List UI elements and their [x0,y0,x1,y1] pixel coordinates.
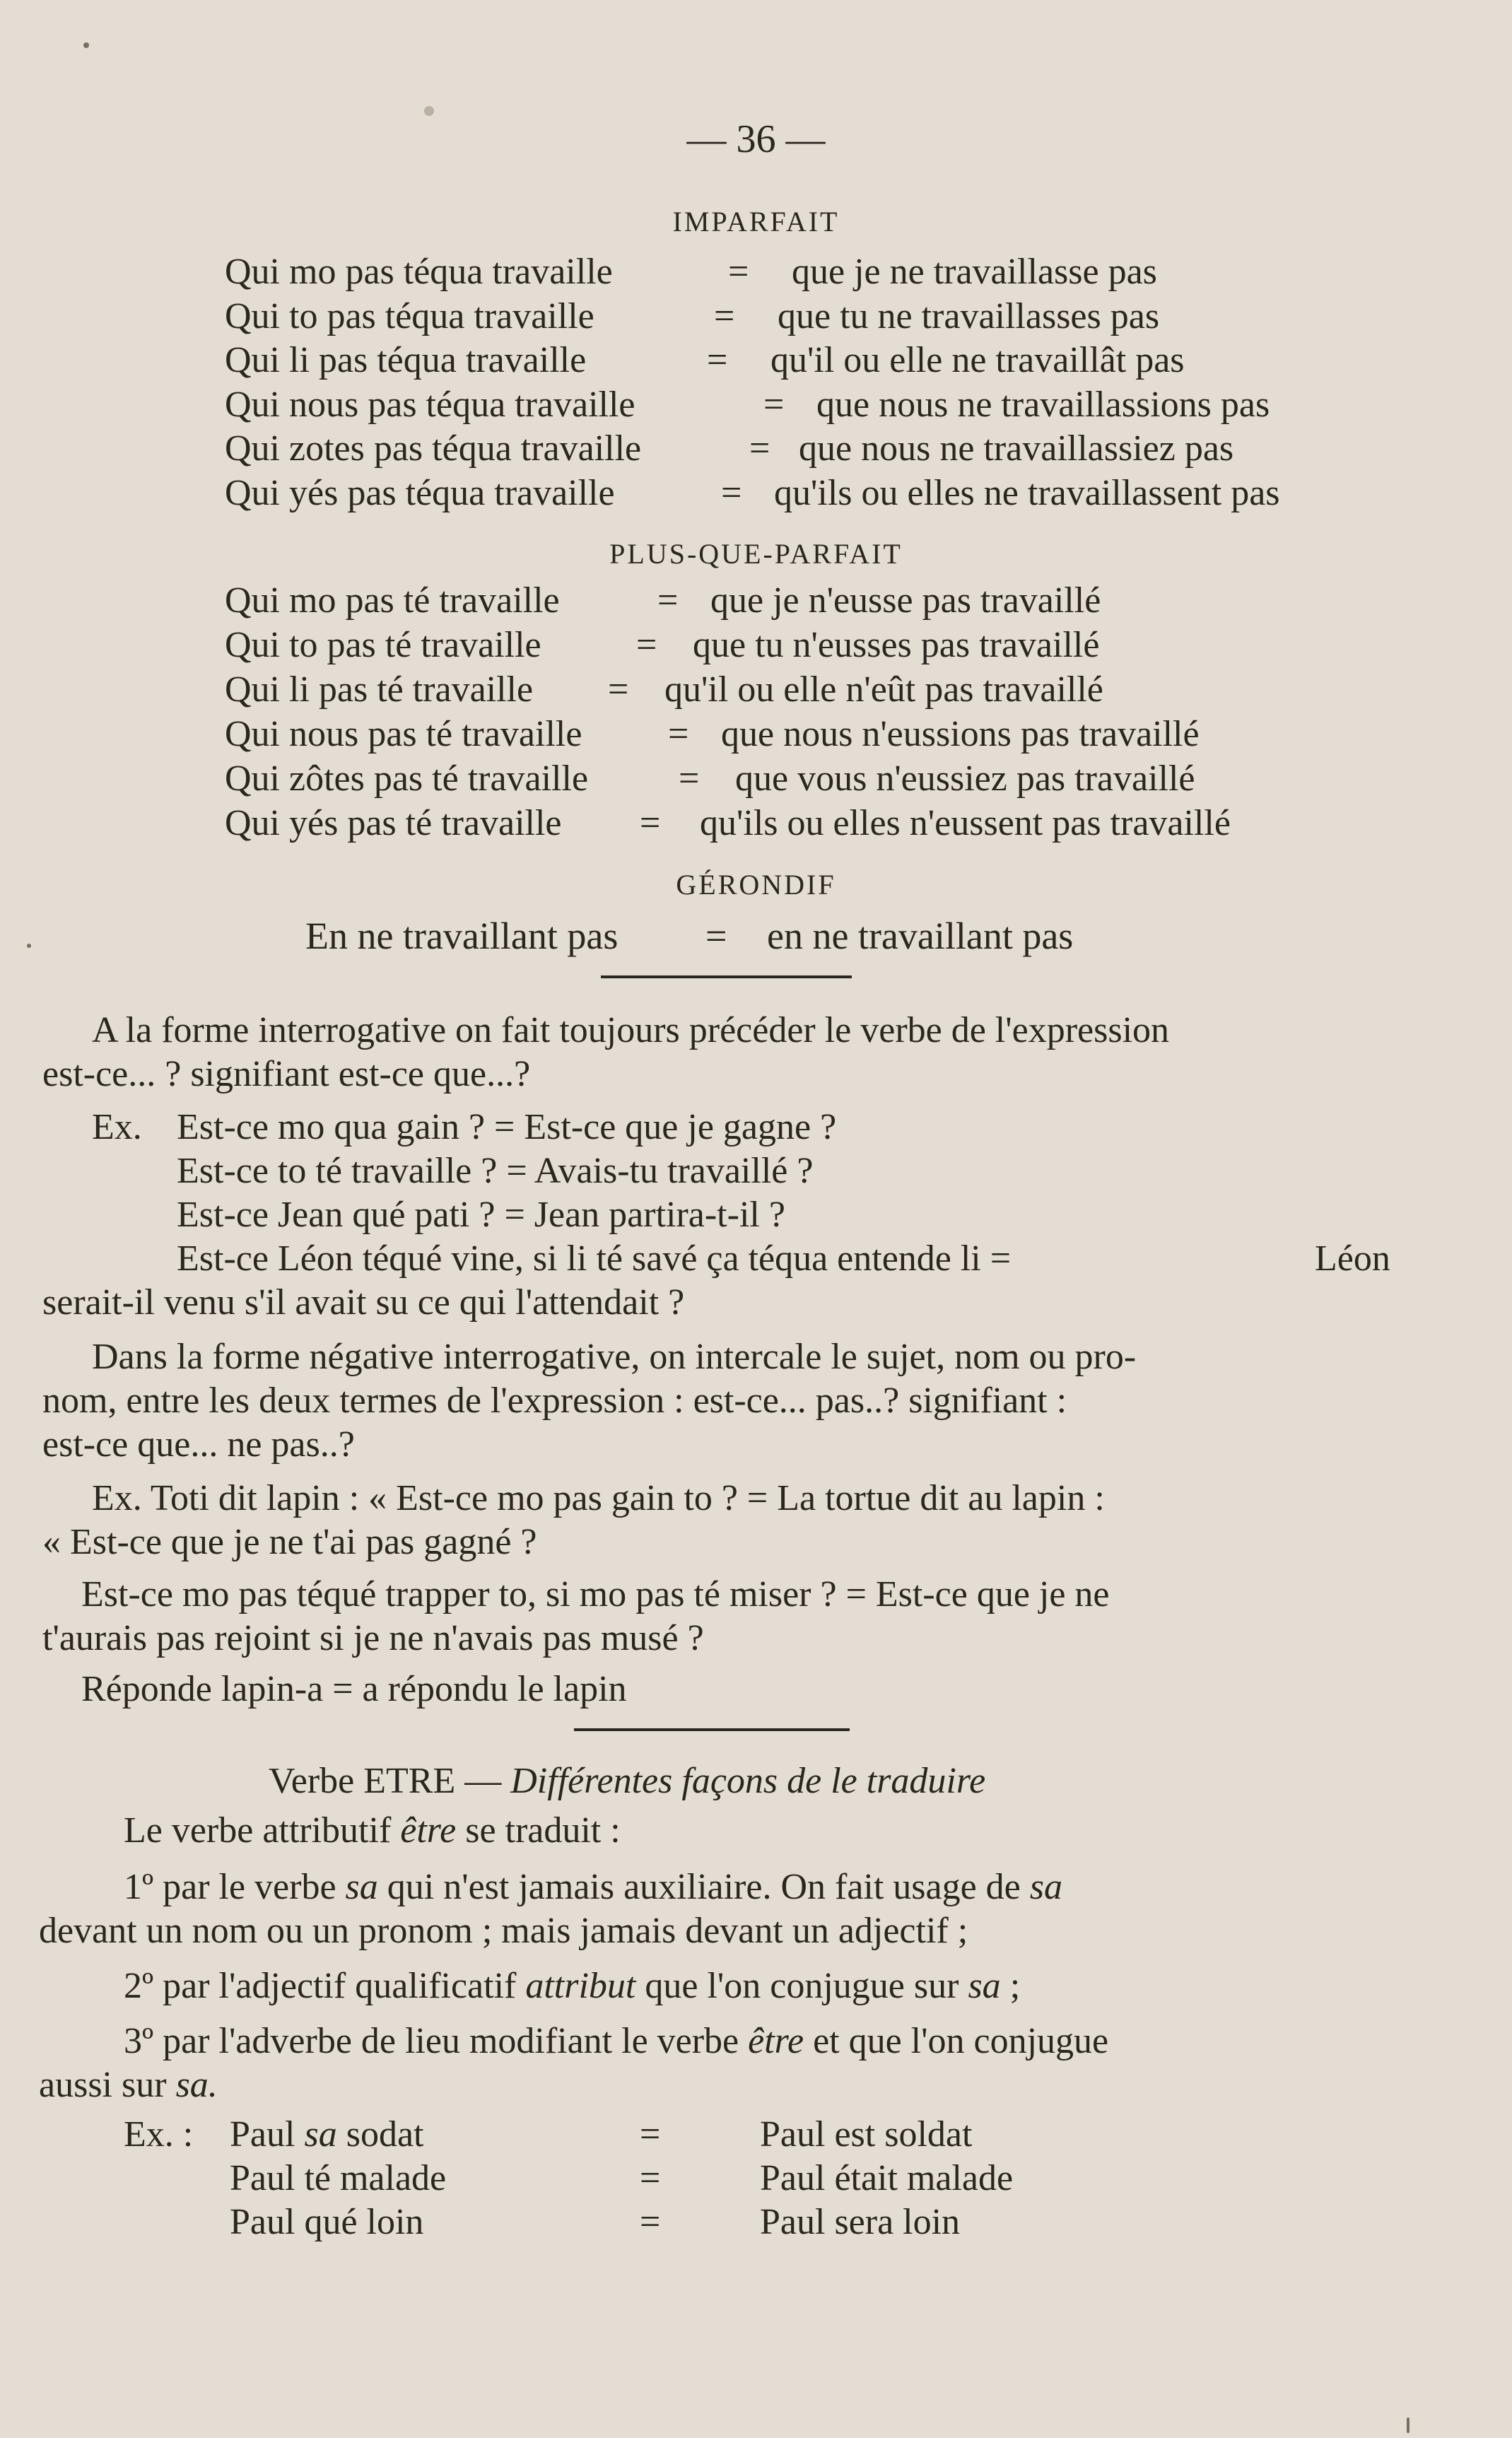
equals-sign: = [668,714,689,754]
equals-sign: = [721,473,742,513]
equals-sign: = [608,669,629,710]
etre-intro [124,1810,621,1851]
imparfait-row: Qui yés pas téqua travaille [225,473,615,513]
equals-sign: = [749,428,770,469]
example-line: Est-ce Jean qué pati ? = Jean partira-t-il ? [177,1195,785,1235]
etre-title-plain: Verbe ETRE — [269,1761,502,1801]
plusqueparfait-translation: que nous n'eussions pas travaillé [721,714,1200,754]
negative-paragraph-cont: nom, entre les deux termes de l'expression : est-ce... pas..? signifiant : [42,1381,1067,1421]
etre-example-french: Paul est soldat [760,2114,973,2155]
example-line: Est-ce to té travaille ? = Avais-tu travaillé ? [177,1151,814,1191]
example-italic: sa [304,2114,337,2155]
plusqueparfait-row: Qui zôtes pas té travaille [225,758,589,799]
etre-point-3-cont [39,2064,218,2106]
example-line: « Est-ce que je ne t'ai pas gagné ? [42,1522,537,1562]
etre-point-1 [124,1866,1062,1908]
imparfait-translation: qu'ils ou elles ne travaillassent pas [774,473,1280,513]
interrogative-paragraph: A la forme interrogative on fait toujours précéder le verbe de l'expression [92,1010,1170,1050]
point-italic: sa [345,1867,378,1907]
equals-sign: = [640,2158,661,2198]
plusqueparfait-translation: que je n'eusse pas travaillé [710,580,1101,621]
plusqueparfait-translation: qu'ils ou elles n'eussent pas travaillé [700,803,1231,843]
imparfait-translation: que nous ne travaillassions pas [816,385,1270,425]
example-label: Ex. [92,1107,142,1147]
imparfait-row: Qui zotes pas téqua travaille [225,428,642,469]
etre-point-1-cont: devant un nom ou un pronom ; mais jamais devant un adjectif ; [39,1911,968,1951]
point-italic: attribut [525,1966,636,2006]
interrogative-paragraph-cont: est-ce... ? signifiant est-ce que...? [42,1054,531,1094]
etre-point-2 [124,1965,1020,2007]
point-text: qui n'est jamais auxiliaire. On fait usage de [387,1867,1021,1907]
section-divider [601,975,852,978]
etre-example-creole: Paul qué loin [230,2202,424,2242]
imparfait-row: Qui nous pas téqua travaille [225,385,635,425]
plusqueparfait-row: Qui nous pas té travaille [225,714,582,754]
equals-sign: = [679,758,700,799]
equals-sign: = [763,385,785,425]
paper-speck [83,42,89,48]
etre-intro-text: Le verbe attributif [124,1810,392,1851]
negative-paragraph: Dans la forme négative interrogative, on intercale le sujet, nom ou pro- [92,1337,1137,1377]
paper-speck [424,106,434,116]
point-text: que l'on conjugue sur [645,1966,959,2006]
equals-sign: = [707,340,728,380]
equals-sign: = [640,803,661,843]
etre-example-creole [230,2114,423,2155]
point-italic: être [748,2021,804,2061]
point-text: ; [1009,1966,1021,2006]
point-text: 3º par l'adverbe de lieu modifiant le verbe [124,2021,739,2061]
equals-sign: = [640,2114,661,2155]
plusqueparfait-translation: que vous n'eussiez pas travaillé [735,758,1195,799]
example-line: serait-il venu s'il avait su ce qui l'attendait ? [42,1282,685,1323]
point-text: 1º par le verbe [124,1867,336,1907]
example-line-end: Léon [1315,1238,1390,1279]
imparfait-translation: que tu ne travaillasses pas [778,296,1160,336]
equals-sign: = [728,252,749,292]
gerondif-creole: En ne travaillant pas [305,915,619,957]
point-text: et que l'on conjugue [813,2021,1109,2061]
etre-intro-italic: être [400,1810,457,1851]
example-text: sodat [346,2114,424,2155]
page-number: — 36 — [686,117,826,161]
imparfait-row: Qui to pas téqua travaille [225,296,594,336]
etre-example-creole: Paul té malade [230,2158,447,2198]
etre-example-french: Paul était malade [760,2158,1014,2198]
paper-speck [27,944,31,948]
imparfait-row: Qui li pas téqua travaille [225,340,587,380]
negative-paragraph-cont: est-ce que... ne pas..? [42,1424,355,1465]
point-italic: sa. [175,2065,218,2105]
example-line: Est-ce mo qua gain ? = Est-ce que je gagne ? [177,1107,837,1147]
equals-sign: = [714,296,735,336]
point-text: 2º par l'adjectif qualificatif [124,1966,517,2006]
imparfait-translation: qu'il ou elle ne travaillât pas [770,340,1185,380]
equals-sign: = [640,2202,661,2242]
example-line: t'aurais pas rejoint si je ne n'avais pas musé ? [42,1618,704,1658]
etre-example-french: Paul sera loin [760,2202,961,2242]
plusqueparfait-heading: PLUS-QUE-PARFAIT [609,538,903,570]
etre-intro-text: se traduit : [465,1810,621,1851]
gerondif-heading: GÉRONDIF [676,869,836,901]
point-italic: sa [1029,1867,1063,1907]
plusqueparfait-row: Qui to pas té travaille [225,625,541,665]
example-label: Ex. : [124,2114,194,2155]
paper-speck [1407,2418,1410,2433]
section-divider [574,1728,850,1731]
gerondif-french: en ne travaillant pas [767,915,1074,957]
equals-sign: = [705,915,727,957]
plusqueparfait-row: Qui mo pas té travaille [225,580,560,621]
equals-sign: = [636,625,657,665]
equals-sign: = [657,580,679,621]
imparfait-translation: que je ne travaillasse pas [792,252,1157,292]
point-italic: sa [968,1966,1001,2006]
example-line: Est-ce mo pas téqué trapper to, si mo pas té miser ? = Est-ce que je ne [81,1574,1110,1614]
imparfait-row: Qui mo pas téqua travaille [225,252,613,292]
point-text: aussi sur [39,2065,167,2105]
etre-point-3 [124,2020,1108,2062]
etre-title-italic: Différentes façons de le traduire [510,1761,986,1801]
example-line: Est-ce Léon téqué vine, si li té savé ça téqua entende li = [177,1238,1012,1279]
example-text: Paul [230,2114,295,2155]
plusqueparfait-translation: que tu n'eusses pas travaillé [693,625,1100,665]
plusqueparfait-translation: qu'il ou elle n'eût pas travaillé [664,669,1103,710]
plusqueparfait-row: Qui li pas té travaille [225,669,534,710]
example-line: Réponde lapin-a = a répondu le lapin [81,1669,627,1709]
plusqueparfait-row: Qui yés pas té travaille [225,803,562,843]
imparfait-translation: que nous ne travaillassiez pas [799,428,1234,469]
etre-title [269,1760,985,1802]
imparfait-heading: IMPARFAIT [672,206,840,238]
example-line: Ex. Toti dit lapin : « Est-ce mo pas gain to ? = La tortue dit au lapin : [92,1478,1105,1518]
